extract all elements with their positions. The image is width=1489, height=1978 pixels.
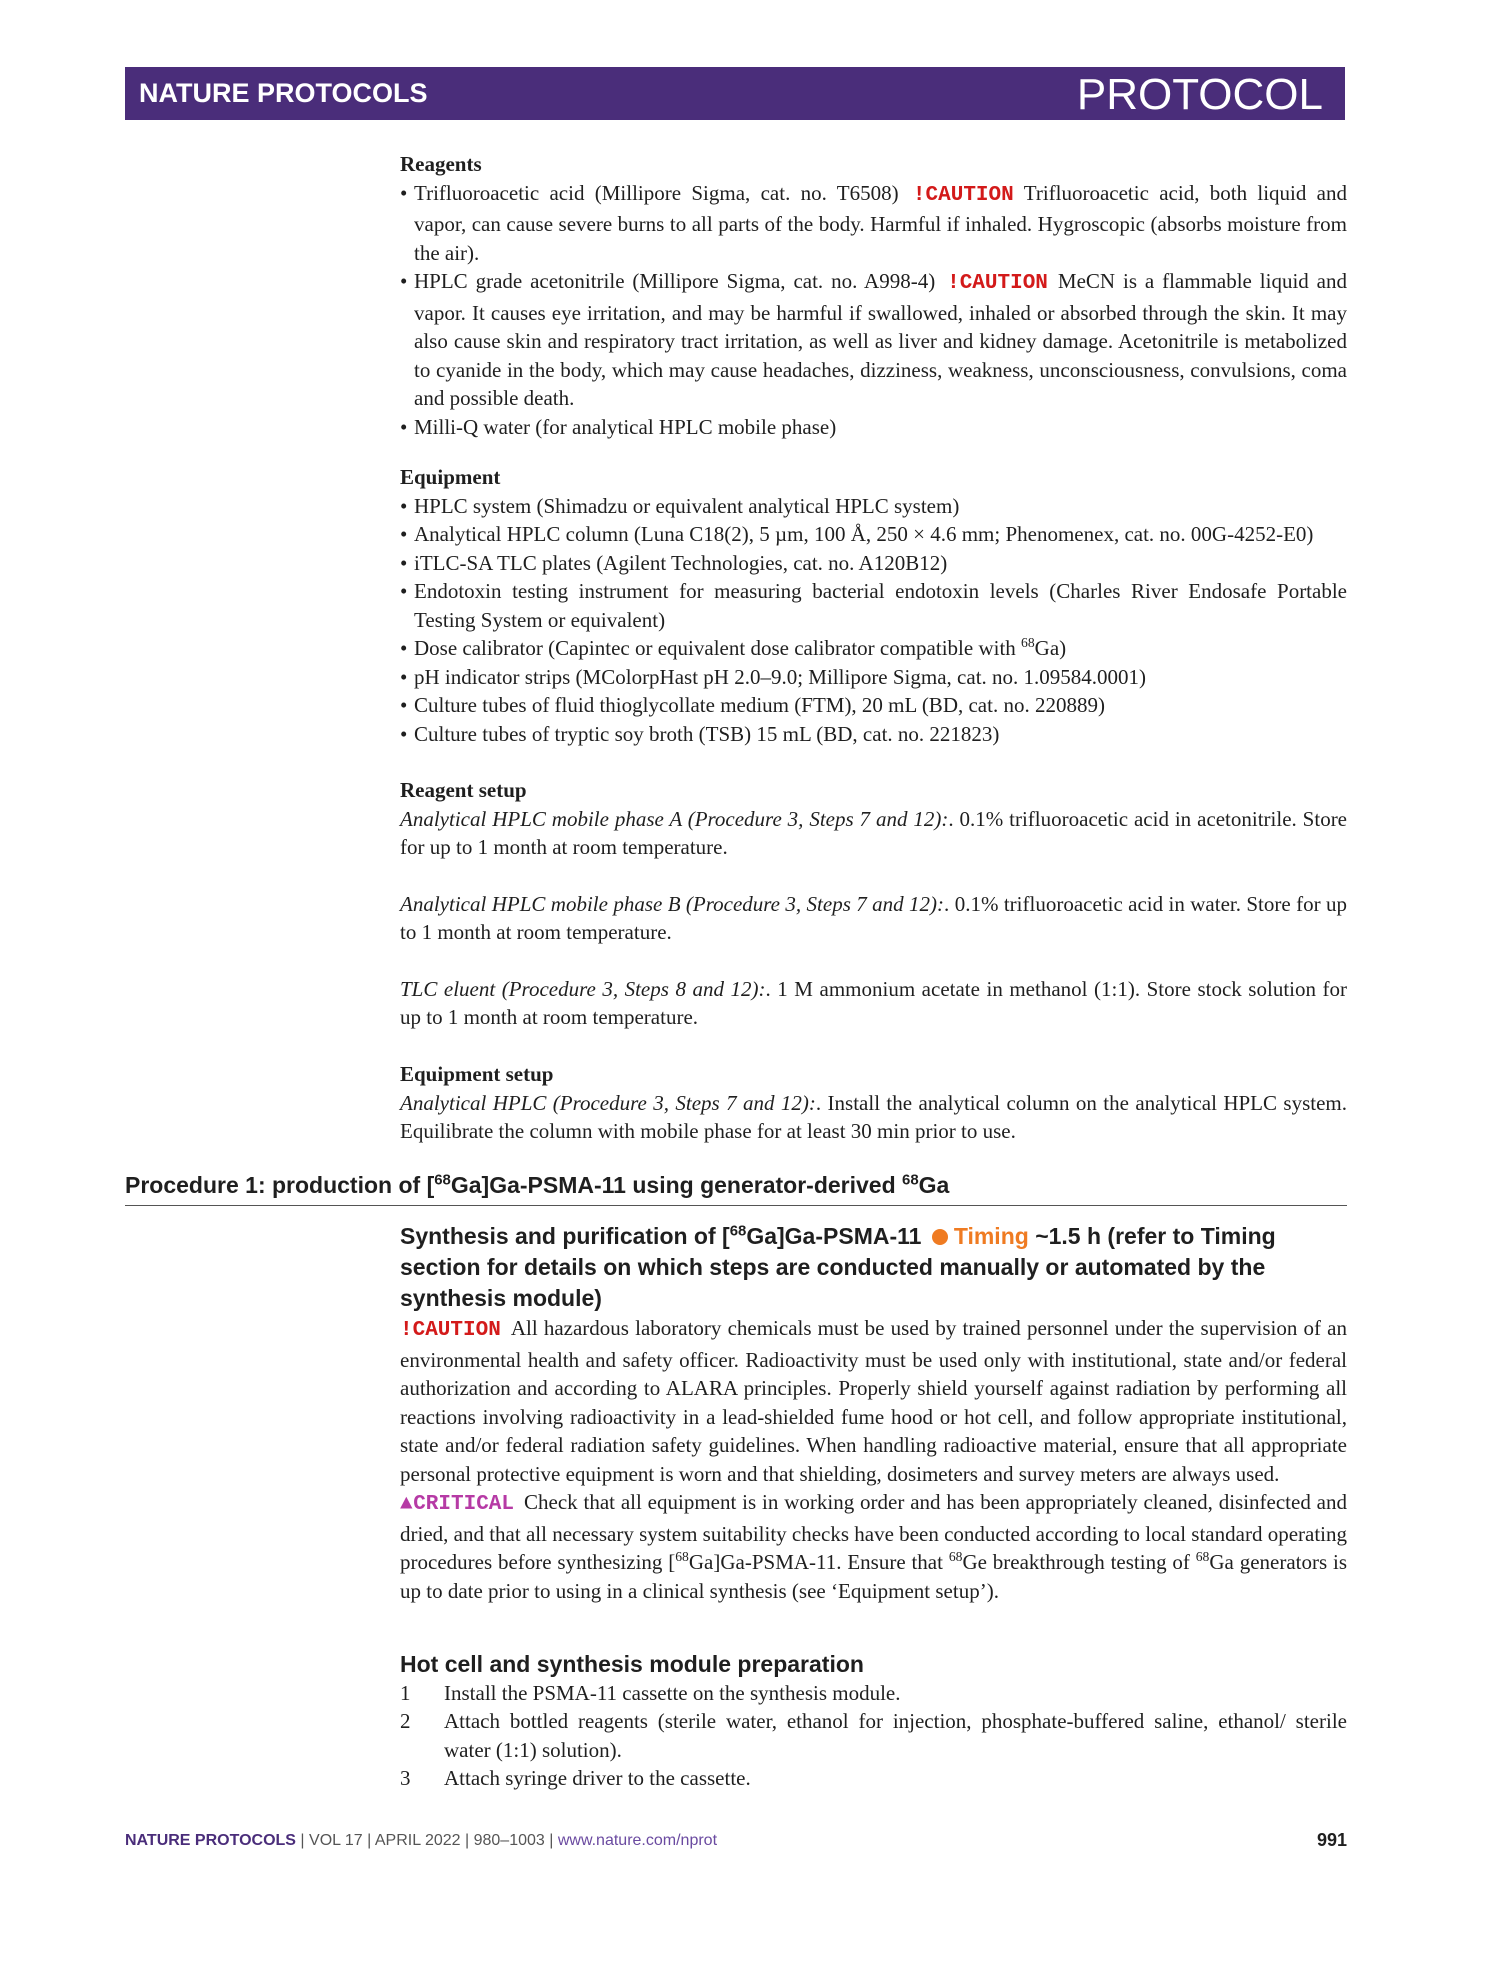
reagent-setup-section	[400, 776, 1347, 1032]
list-item: • iTLC-SA TLC plates (Agilent Technologies, cat. no. A120B12)	[400, 550, 948, 575]
footer-journal: NATURE PROTOCOLS	[125, 1832, 296, 1849]
critical-label: ▲CRITICAL	[400, 1493, 515, 1516]
hot-cell-steps	[400, 1679, 1347, 1793]
footer-pages: 980–1003	[473, 1832, 545, 1849]
equipment-title: Equipment	[400, 465, 501, 489]
list-item: • Milli-Q water (for analytical HPLC mobile phase)	[400, 414, 837, 439]
reagent-setup-paragraph: Analytical HPLC mobile phase A (Procedure 3, Steps 7 and 12):. 0.1% trifluoroacetic acid in acetonitrile. Store for up to 1 month at room temperature.	[400, 806, 1348, 859]
list-item: • Analytical HPLC column (Luna C18(2), 5 µm, 100 Å, 250 × 4.6 mm; Phenomenex, cat. no. 00G-4252-E0)	[400, 522, 1314, 546]
list-item: • Culture tubes of fluid thioglycollate medium (FTM), 20 mL (BD, cat. no. 220889)	[400, 693, 1105, 717]
reagents-title: Reagents	[400, 152, 482, 176]
equipment-section	[400, 463, 1347, 748]
footer-date: APRIL 2022	[374, 1832, 461, 1849]
footer-url-link[interactable]: www.nature.com/nprot	[557, 1832, 718, 1849]
page-footer: NATURE PROTOCOLS | VOL 17 | APRIL 2022 | 980–1003 | www.nature.com/nprot 991	[125, 1830, 1347, 1850]
caution-paragraph: !CAUTION All hazardous laboratory chemicals must be used by trained personnel under the supervision of an environmental health and safety officer. Radioactivity must be used only with institutional, state and/or federal authorization and according to ALARA principles. Properly shield yourself against radiation by performing all reactions involving radioactivity in a lead-shielded fume hood or hot cell, and follow appropriate institutional, state and/or federal radiation safety guidelines. When handling radioactive material, ensure that all appropriate personal protective equipment is worn and that shielding, dosimeters and survey meters are always used.	[400, 1316, 1347, 1486]
hot-cell-heading: Hot cell and synthesis module preparation	[400, 1651, 864, 1677]
reagents-list	[400, 179, 1347, 442]
caution-label: !CAUTION	[400, 1319, 501, 1342]
step-item: 2 Attach bottled reagents (sterile water, ethanol for injection, phosphate-buffered saline, ethanol/ sterile water (1:1) solution).	[400, 1709, 1347, 1762]
timing-icon	[932, 1229, 948, 1245]
journal-name: NATURE PROTOCOLS	[139, 78, 428, 108]
step-item: 3 Attach syringe driver to the cassette.	[400, 1766, 751, 1790]
list-item: • Endotoxin testing instrument for measuring bacterial endotoxin levels (Charles River Endosafe Portable Testing System or equivalent)	[400, 579, 1347, 632]
synthesis-section	[400, 1221, 1347, 1605]
synthesis-heading: Synthesis and purification of [$^{68}$Ga]Ga-PSMA-11 Timing ~1.5 h (refer to Timing section for details on which steps are conducted manually or automated by the synthesis module)	[400, 1222, 1276, 1311]
list-item: • Culture tubes of tryptic soy broth (TSB) 15 mL (BD, cat. no. 221823)	[400, 721, 1000, 746]
caution-label: !CAUTION	[912, 183, 1014, 207]
equipment-setup-section	[400, 1060, 1347, 1146]
caution-label: !CAUTION	[947, 272, 1048, 295]
list-item: • HPLC system (Shimadzu or equivalent analytical HPLC system)	[400, 493, 960, 518]
equipment-setup-paragraph: Analytical HPLC (Procedure 3, Steps 7 and 12):. Install the analytical column on the analytical HPLC system. Equilibrate the column with mobile phase for at least 30 min prior to use.	[400, 1090, 1347, 1143]
list-item: • Trifluoroacetic acid (Millipore Sigma, cat. no. T6508) !CAUTION Trifluoroacetic acid, both liquid and vapor, can cause severe burns to all parts of the body. Harmful if inhaled. Hygroscopic (absorbs moisture from the air).	[400, 180, 1347, 265]
equipment-list	[400, 492, 1347, 749]
list-item: • Dose calibrator (Capintec or equivalent dose calibrator compatible with $^{68}$Ga)	[400, 635, 1067, 660]
reagent-setup-paragraph: Analytical HPLC mobile phase B (Procedure 3, Steps 7 and 12):. 0.1% trifluoroacetic acid in water. Store for up to 1 month at room temperature.	[400, 891, 1347, 944]
reagent-setup-paragraph: TLC eluent (Procedure 3, Steps 8 and 12):. 1 M ammonium acetate in methanol (1:1). Store stock solution for up to 1 month at room temperature.	[400, 976, 1347, 1029]
timing-label: Timing	[953, 1223, 1029, 1249]
page-number: 991	[1316, 1830, 1347, 1850]
critical-paragraph: ▲CRITICAL Check that all equipment is in working order and has been appropriately cleaned, disinfected and dried, and that all necessary system suitability checks have been conducted according to local standard operating procedures before synthesizing [$^{68}$Ga]Ga-PSMA-11. Ensure that $^{68}$Ge breakthrough testing of $^{68}$Ga generators is up to date prior to using in a clinical synthesis (see ‘Equipment setup’).	[400, 1490, 1347, 1603]
list-item: • HPLC grade acetonitrile (Millipore Sigma, cat. no. A998-4) !CAUTION MeCN is a flammable liquid and vapor. It causes eye irritation, and may be harmful if swallowed, inhaled or absorbed through the skin. It may also cause skin and respiratory tract irritation, as well as liver and kidney damage. Acetonitrile is metabolized to cyanide in the body, which may cause headaches, dizziness, weakness, unconsciousness, convulsions, coma and possible death.	[400, 269, 1347, 410]
procedure-1-heading: Procedure 1: production of [$^{68}$Ga]Ga-PSMA-11 using generator-derived $^{68}$Ga	[125, 1172, 1347, 1206]
reagents-section	[400, 150, 1347, 441]
step-item: 1 Install the PSMA-11 cassette on the synthesis module.	[400, 1680, 901, 1705]
hot-cell-section	[400, 1650, 1347, 1793]
footer-volume: VOL 17	[309, 1832, 363, 1849]
equipment-setup-title: Equipment setup	[400, 1062, 554, 1086]
reagent-setup-title: Reagent setup	[400, 778, 527, 802]
article-type: PROTOCOL	[1076, 70, 1323, 119]
list-item: • pH indicator strips (MColorpHast pH 2.0–9.0; Millipore Sigma, cat. no. 1.09584.0001)	[400, 664, 1147, 689]
journal-header-bar	[125, 67, 1345, 120]
